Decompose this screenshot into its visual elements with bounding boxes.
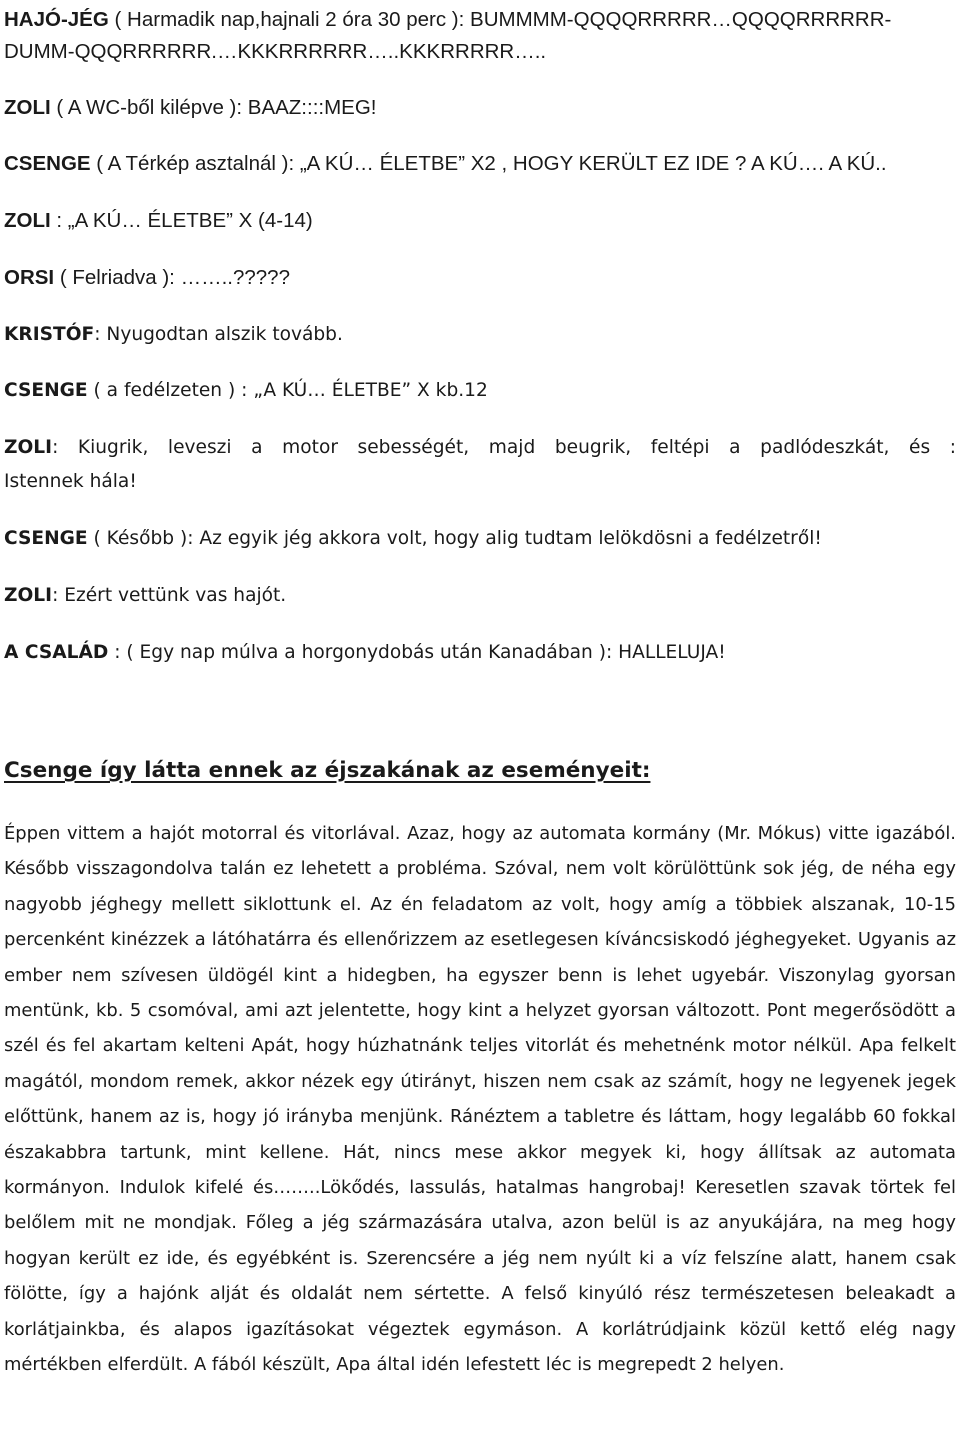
speaker-name: CSENGE [4,528,88,549]
dialogue-text: ( Később ): Az egyik jég akkora volt, hogy alig tudtam lelökdösni a fedélzetről! [87,528,822,549]
dialogue-text: Istennek hála! [4,471,137,492]
dialogue-line [4,379,956,403]
dialogue-line [4,266,956,290]
dialogue-line [4,470,956,494]
dialogue-text: ( Harmadik nap,hajnali 2 óra 30 perc ): BUMMMM-QQQQRRRRR…QQQQRRRRRR- [108,8,892,31]
dialogue-text: ( Felriadva ): ……..????? [54,266,290,289]
dialogue-line [4,209,956,233]
dialogue-text: ( a fedélzeten ) : „A KÚ… ÉLETBE” X kb.12 [87,380,488,401]
speaker-name: ORSI [4,266,55,289]
speaker-name: A CSALÁD [4,642,109,663]
dialogue-text: : „A KÚ… ÉLETBE” X (4-14) [50,209,313,232]
dialogue-line [4,96,956,120]
dialogue-line [4,436,956,460]
speaker-name: HAJÓ-JÉG [4,8,109,31]
dialogue-text: ( A Térkép asztalnál ): „A KÚ… ÉLETBE” X2 , HOGY KERÜLT EZ IDE ? A KÚ…. A KÚ.. [90,152,887,175]
dialogue-line [4,40,956,64]
dialogue-text: : Nyugodtan alszik tovább. [94,324,343,345]
dialogue-line [4,152,956,176]
dialogue-line [4,8,956,32]
dialogue-text: DUMM-QQQRRRRRR.…KKKRRRRRR…..KKKRRRRR….. [4,40,547,63]
speaker-name: CSENGE [4,152,91,175]
dialogue-text: : Kiugrik, leveszi a motor sebességét, majd beugrik, feltépi a padlódeszkát, és : [52,437,956,458]
dialogue-text: ( A WC-ből kilépve ): BAAZ::::MEG! [50,96,377,119]
dialogue-line [4,641,956,665]
speaker-name: ZOLI [4,209,51,232]
section-heading: Csenge így látta ennek az éjszakának az eseményeit: [4,758,651,783]
body-paragraph: Éppen vittem a hajót motorral és vitorlával. Azaz, hogy az automata kormány (Mr. Mókus) vitte igazából. Később visszagondolva talán ez lehetett a probléma. Szóval, nem volt körülöttünk sok jég, de néha egy nagyobb jéghegy mellett siklottunk el. Az én feladatom az volt, hogy amíg a többiek alszanak, 10-15 percenként kinézzek a látóhatárra és ellenőrizzem az esetlegesen kíváncsiskodó jéghegyeket. Ugyanis az ember nem szívesen üldögél kint a hidegben, ha egyszer benn is lehet ugyebár. Viszonylag gyorsan mentünk, kb. 5 csomóval, ami azt jelentette, hogy kint a helyzet gyorsan változott. Pont megerősödött a szél és fel akartam kelteni Apát, hogy húzhatnánk teljes vitorlát és mehetnénk motor nélkül. Apa felkelt magától, mondom remek, akkor nézek egy útirányt, hiszen nem csak az számít, hogy ne legyenek jegek előttünk, hanem az is, hogy jó irányba menjünk. Ránéztem a tabletre és láttam, hogy legalább 60 fokkal északabbra tartunk, mint kellene. Hát, nincs mese akkor megyek ki, hogy állítsak az automata kormányon. Indulok kifelé és……..Lökődés, lassulás, hatalmas hangrobaj! Keresetlen szavak törtek fel belőlem mit ne mondjak. Főleg a jég származására utalva, azon belül is az anyukájára, na meg hogy hogyan került ez ide, és egyébként is. Szerencsére a jég nem nyúlt ki a víz felszíne alatt, hanem csak fölötte, így a hajónk alját és oldalát nem sértette. A felső kinyúló rész természetesen beleakadt a korlátjainkba, és alapos igazításokat végeztek egymáson. A korlátrúdjaink közül kettő elég nagy mértékben elferdült. A fából készült, Apa által idén lefestett léc is megrepedt 2 helyen. [4,823,956,1376]
speaker-name: CSENGE [4,380,88,401]
dialogue-line [4,323,956,347]
dialogue-text: : ( Egy nap múlva a horgonydobás után Kanadában ): HALLELUJA! [108,642,726,663]
speaker-name: ZOLI [4,437,53,458]
dialogue-line [4,527,956,551]
dialogue-text: : Ezért vettünk vas hajót. [52,585,287,606]
speaker-name: ZOLI [4,96,51,119]
speaker-name: KRISTÓF [4,324,95,345]
dialogue-line [4,584,956,608]
speaker-name: ZOLI [4,585,53,606]
